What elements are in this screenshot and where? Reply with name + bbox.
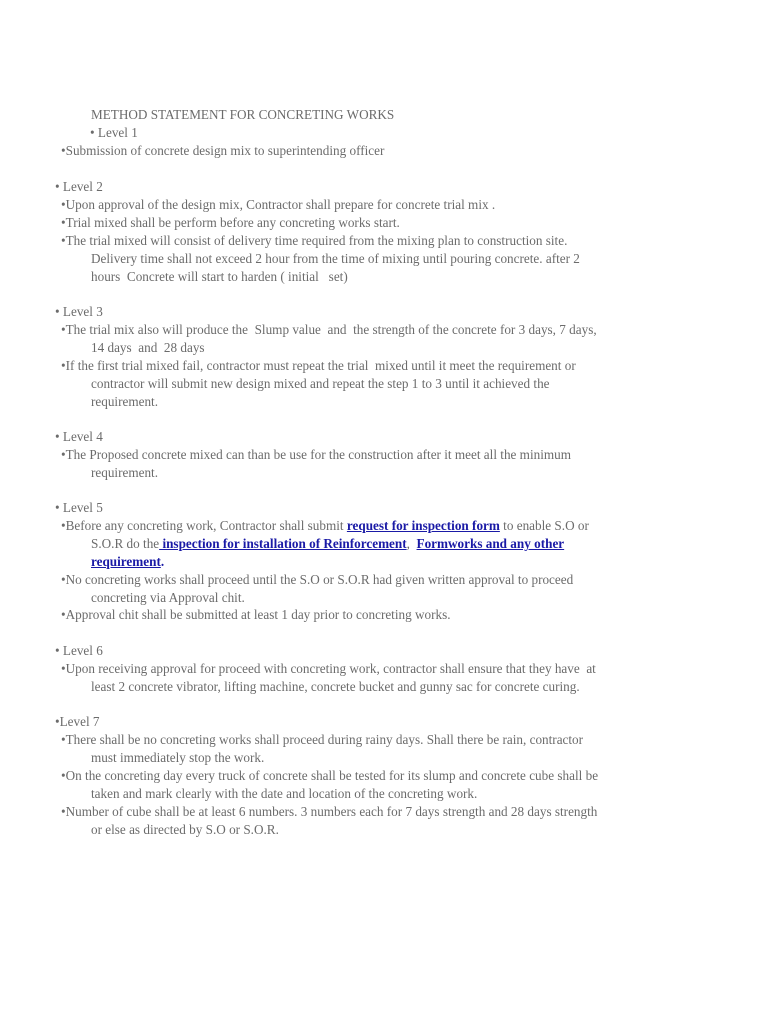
level-3-line: contractor will submit new design mixed and repeat the step 1 to 3 until it achieved the	[91, 376, 550, 391]
level-5-text: S.O.R do the	[91, 536, 160, 551]
level-4-heading: • Level 4	[55, 429, 103, 444]
level-5-separator: ,	[406, 536, 417, 551]
level-5-line	[91, 535, 564, 553]
level-6-heading: • Level 6	[55, 643, 103, 658]
level-3-line: •The trial mix also will produce the Slump value and the strength of the concrete for 3 days, 7 days,	[61, 322, 597, 337]
level-6-line: •Upon receiving approval for proceed with concreting work, contractor shall ensure that they have at	[61, 661, 596, 676]
requirement-link[interactable]: requirement	[91, 554, 161, 569]
level-3-line: 14 days and 28 days	[91, 340, 205, 355]
level-5-text: to enable S.O or	[499, 518, 589, 533]
level-5-text: •Before any concreting work, Contractor shall submit	[61, 518, 347, 533]
level-7-line: •On the concreting day every truck of concrete shall be tested for its slump and concrete cube shall be	[61, 768, 599, 783]
level-2-line: hours Concrete will start to harden ( initial set)	[91, 269, 348, 284]
level-6-line: least 2 concrete vibrator, lifting machine, concrete bucket and gunny sac for concrete curing.	[91, 679, 580, 694]
level-3-line: •If the first trial mixed fail, contractor must repeat the trial mixed until it meet the requirement or	[61, 358, 576, 373]
level-7-heading: •Level 7	[55, 714, 100, 729]
level-5-line: •No concreting works shall proceed until the S.O or S.O.R had given written approval to proceed	[61, 572, 574, 587]
level-7-line: or else as directed by S.O or S.O.R.	[91, 822, 279, 837]
level-7-line: •Number of cube shall be at least 6 numbers. 3 numbers each for 7 days strength and 28 days strength	[61, 804, 598, 819]
document-title: METHOD STATEMENT FOR CONCRETING WORKS	[91, 107, 395, 122]
level-7-line: •There shall be no concreting works shall proceed during rainy days. Shall there be rain, contractor	[61, 732, 584, 747]
level-5-line: •Approval chit shall be submitted at least 1 day prior to concreting works.	[61, 607, 451, 622]
level-5-line: concreting via Approval chit.	[91, 590, 245, 605]
level-7-line: must immediately stop the work.	[91, 750, 265, 765]
level-1-heading: • Level 1	[90, 125, 138, 140]
level-7-line: taken and mark clearly with the date and location of the concreting work.	[91, 786, 478, 801]
level-5-line	[91, 553, 164, 571]
level-2-line: Delivery time shall not exceed 2 hour from the time of mixing until pouring concrete. after 2	[91, 251, 580, 266]
level-3-heading: • Level 3	[55, 304, 103, 319]
request-for-inspection-form-link[interactable]: request for inspection form	[346, 518, 500, 533]
level-2-line: •Trial mixed shall be perform before any concreting works start.	[61, 215, 400, 230]
level-5-heading: • Level 5	[55, 500, 103, 515]
level-1-bullet: •Submission of concrete design mix to superintending officer	[61, 143, 385, 158]
level-5-period: .	[160, 554, 165, 569]
level-2-heading: • Level 2	[55, 179, 103, 194]
formworks-link[interactable]: Formworks and any other	[416, 536, 565, 551]
inspection-reinforcement-link[interactable]: inspection for installation of Reinforcement	[159, 536, 407, 551]
level-2-line: •Upon approval of the design mix, Contractor shall prepare for concrete trial mix .	[61, 197, 496, 212]
level-4-line: •The Proposed concrete mixed can than be use for the construction after it meet all the minimum	[61, 447, 571, 462]
level-2-line: •The trial mixed will consist of delivery time required from the mixing plan to construction site.	[61, 233, 568, 248]
level-3-line: requirement.	[91, 394, 159, 409]
level-4-line: requirement.	[91, 465, 159, 480]
level-5-line	[61, 517, 589, 535]
